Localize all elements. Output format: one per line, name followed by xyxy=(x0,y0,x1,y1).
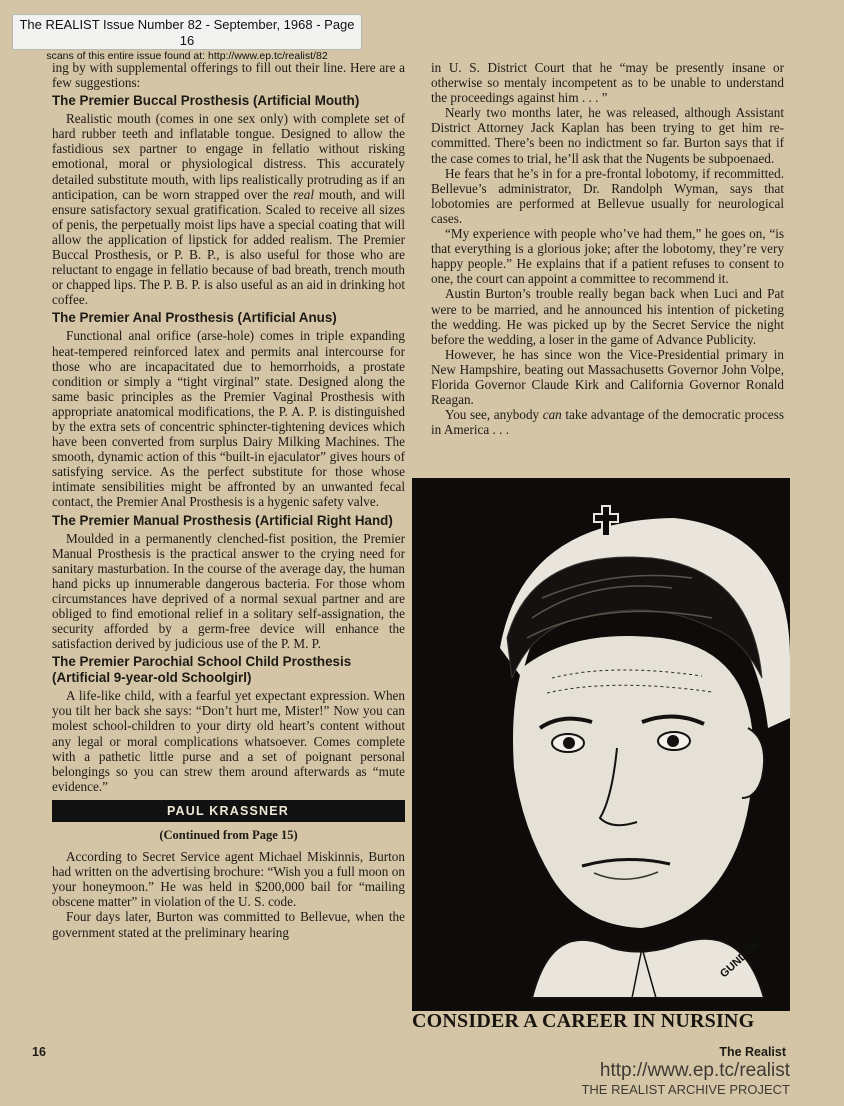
section-body: Moulded in a permanently clenched-fist position, the Premier Manual Prosthesis is the practical answer to the crying need for sanitary masturbation. In the course of the average day, the human hand picks up innumerable dangerous bacteria. For those whom circumstances have deprived of a normal sexual partner and are obliged to find emotional relief in a solitary self-assignation, the security afforded by a germ-free device will enhance the satisfaction derived by judicious use of the P. M. P. xyxy=(52,530,405,652)
byline-bar: PAUL KRASSNER xyxy=(52,800,405,822)
continued-note: (Continued from Page 15) xyxy=(159,827,298,842)
scan-title: The REALIST Issue Number 82 - September, 1968 - Page 16 xyxy=(19,17,355,49)
story-paragraph: You see, anybody can take advantage of the democratic process in America . . . xyxy=(431,407,784,438)
emphasis-real: real xyxy=(293,186,315,202)
story-paragraph: However, he has since won the Vice-Presidential primary in New Hampshire, beating out Massachusetts Governor John Volpe, Florida Governor Claude Kirk and California Governor Ronald Reagan. xyxy=(431,346,784,408)
story-paragraph: “My experience with people who’ve had them,” he goes on, “is that everything is a glorious joke; after the lobotomy, they’re very happy people.” He explains that if a patient refuses to consent to one, the court can appoint a committee to recommend it. xyxy=(431,226,784,287)
nurse-cartoon xyxy=(412,478,790,1011)
archive-url: http://www.ep.tc/realist xyxy=(599,1060,790,1081)
section-body: Functional anal orifice (arse-hole) comes in triple expanding heat-tempered reinforced latex and permits anal intercourse for those who are incapacitated due to hemorrhoids, a prostate condition or simply a “tight virginal” state. Designed along the same basic principles as the Premier Vaginal Prosthesis with appropriate anatomical modifications, the P. A. P. is distinguished by the extra sets of concentric sphincter-tightening devices which have been converted from surplus Dairy Milking Machines. The smooth, dynamic action of this “built-in ejaculator” gives hours of satisfying service. As the perfect substitute for those whose intimate sensibilities might be affronted by an unwanted fecal contact, the Premier Anal Prosthesis is a hygenic safety valve. xyxy=(52,328,405,510)
section-heading: The Premier Anal Prosthesis (Artificial Anus) xyxy=(52,310,337,326)
artist-signature: GUNDON xyxy=(717,938,763,981)
section-heading: The Premier Buccal Prosthesis (Artificial Mouth) xyxy=(52,93,360,109)
magazine-name: The Realist xyxy=(719,1045,786,1059)
left-column xyxy=(52,60,405,1020)
story-paragraph: He fears that he’s in for a pre-frontal lobotomy, if recommitted. Bellevue’s administrator, Dr. Randolph Wyman, says that lobotomies are performed at Bellevue usually for neurological cases. xyxy=(431,165,784,226)
archive-watermark xyxy=(581,1060,790,1097)
story-paragraph: in U. S. District Court that he “may be presently insane or otherwise so mentaly incompetent as to be unable to understand the proceedings against him . . . ” xyxy=(431,60,784,106)
story-paragraph: According to Secret Service agent Michael Miskinnis, Burton had written on the advertising brochure: “Wish you a full moon on your honeymoon.” He was held in $200,000 bail for “mailing obscene matter” in violation of the U. S. code. xyxy=(52,849,405,910)
story-paragraph: Austin Burton’s trouble really began back when Luci and Pat were to be married, and he announced his intention of picketing the wedding. He was picked up by the Secret Service the night before the wedding, a loser in the game of Advance Publicity. xyxy=(431,286,784,347)
archive-project: THE REALIST ARCHIVE PROJECT xyxy=(581,1082,790,1097)
section-heading: The Premier Parochial School Child Prosthesis (Artificial 9-year-old Schoolgirl) xyxy=(52,654,352,686)
nurse-illustration xyxy=(412,478,790,1011)
scan-source-note: scans of this entire issue found at: http://www.ep.tc/realist/82 xyxy=(46,49,328,62)
story-paragraph: Nearly two months later, he was released, although Assistant District Attorney Jack Kaplan has been trying to get him re-committed. There’s been no indictment so far. Burton says that if the case comes to trial, he’ll ask that the Nugents be subpoenaed. xyxy=(431,105,784,166)
page-number: 16 xyxy=(32,1045,46,1059)
cartoon-caption: CONSIDER A CAREER IN NURSING xyxy=(412,1010,755,1032)
section-heading: The Premier Manual Prosthesis (Artificial Right Hand) xyxy=(52,512,393,528)
section-body: A life-like child, with a fearful yet expectant expression. When you tilt her back she says: “Don’t hurt me, Mister!” Now you can molest school-children to your dirty old heart’s content without any legal or moral complications whatsoever. Comes complete with a pathetic little purse and a set of poignant personal belongings so you can strew them around afterwards as “mute evidence.” xyxy=(52,688,405,794)
intro-paragraph: ing by with supplemental offerings to fill out their line. Here are a few suggestions: xyxy=(52,60,405,91)
story-paragraph: Four days later, Burton was committed to Bellevue, when the government stated at the preliminary hearing xyxy=(52,909,405,940)
right-column xyxy=(431,60,784,480)
emphasis-can: can xyxy=(542,407,562,423)
section-body: Realistic mouth (comes in one sex only) with complete set of hard rubber teeth and inflatable tongue. Designed to allow the fastidious sex partner to engage in fellatio without risking emotional, moral or physiological distress. This accurately detailed substitute mouth, with lips realistically protruding as if an anticipation, can be worn strapped over the real mouth, and will ensure satisfactory sexual gratification. Scaled to receive all sizes of penis, the perpetually moist lips have a special coating that will allow the application of lipstick for added realism. The Premier Buccal Prosthesis, or P. B. P., is also useful for those who are reluctant to engage in fellatio because of bad breath, trench mouth or chapped lips. The P. B. P. is also useful as an aid in drinking hot coffee. xyxy=(52,111,405,308)
scan-info-label xyxy=(12,14,362,62)
